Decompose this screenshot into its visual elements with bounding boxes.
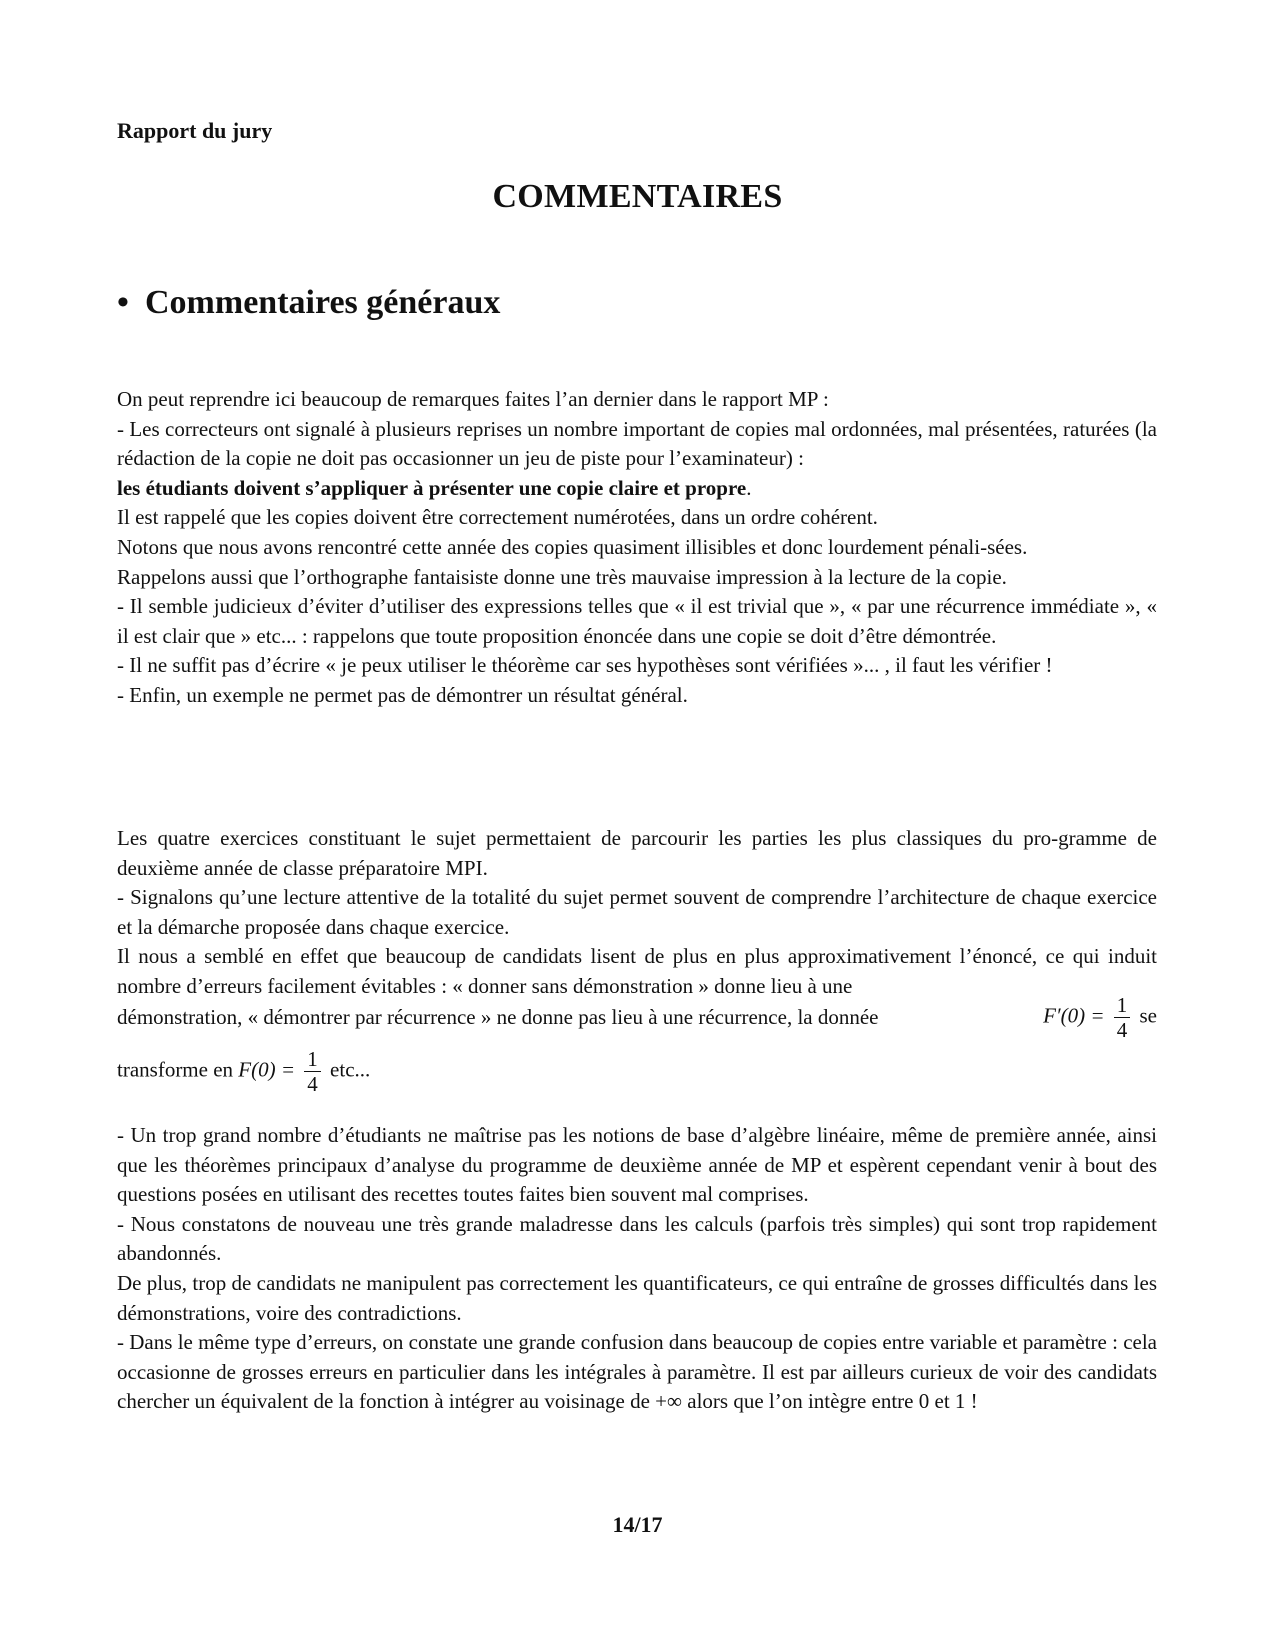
math-line-text: démonstration, « démontrer par récurrence » ne donne pas lieu à une récurrence, la donnée xyxy=(117,1005,879,1029)
fraction-numerator: 1 xyxy=(304,1047,321,1072)
paragraph: Les quatre exercices constituant le sujet permettaient de parcourir les parties les plus classiques du pro-gramme de deuxième année de classe préparatoire MPI. xyxy=(117,826,1157,880)
paragraph: Notons que nous avons rencontré cette année des copies quasiment illisibles et donc lourdement pénali-sées. xyxy=(117,534,1028,559)
paragraph: - Enfin, un exemple ne permet pas de démontrer un résultat général. xyxy=(117,682,688,707)
fraction-numerator: 1 xyxy=(1114,993,1131,1018)
paragraph: Il nous a semblé en effet que beaucoup de candidats lisent de plus en plus approximativement l’énoncé, ce qui induit nombre d’erreurs facilement évitables : « donner sans démonstration » donne lieu à une xyxy=(117,944,1157,998)
bullet-icon: • xyxy=(117,284,129,321)
comments-block-general xyxy=(117,385,1157,711)
paragraph-emphasis xyxy=(117,474,1157,504)
page-title: COMMENTAIRES xyxy=(492,178,783,215)
fraction-denominator: 4 xyxy=(307,1072,318,1096)
paragraph: - Signalons qu’une lecture attentive de la totalité du sujet permet souvent de comprendre l’architecture de chaque exercice et la démarche proposée dans chaque exercice. xyxy=(117,885,1157,939)
formula-expression: F(0) = xyxy=(238,1057,296,1082)
comments-block-errors xyxy=(117,1121,1157,1417)
formula-suffix: etc... xyxy=(330,1057,371,1082)
paragraph: Il est rappelé que les copies doivent être correctement numérotées, dans un ordre cohérent. xyxy=(117,505,878,530)
math-line-text: transforme en xyxy=(117,1057,234,1082)
paragraph: On peut reprendre ici beaucoup de remarques faites l’an dernier dans le rapport MP : xyxy=(117,387,829,411)
page-number: 14/17 xyxy=(612,1512,663,1537)
paragraph: - Les correcteurs ont signalé à plusieurs reprises un nombre important de copies mal ordonnées, mal présentées, raturées (la rédaction de la copie ne doit pas occasionner un jeu de piste pour l’examinateur) : xyxy=(117,416,1157,471)
math-line-value xyxy=(117,1047,1157,1101)
period: . xyxy=(746,475,752,500)
paragraph: - Un trop grand nombre d’étudiants ne maîtrise pas les notions de base d’algèbre linéaire, même de première année, ainsi que les théorèmes principaux d’analyse du programme de deuxième année de MP et espèrent cependant venir à bout des questions posées en utilisant des recettes toutes faites bien souvent mal comprises. xyxy=(117,1123,1157,1207)
section-heading xyxy=(117,284,500,322)
paragraph: De plus, trop de candidats ne manipulent pas correctement les quantificateurs, ce qui entraîne de grosses difficultés dans les démonstrations, voire des contradictions. xyxy=(117,1270,1157,1325)
paragraph: Rappelons aussi que l’orthographe fantaisiste donne une très mauvaise impression à la lecture de la copie. xyxy=(117,564,1007,589)
fraction xyxy=(304,1047,321,1096)
comments-block-exercises xyxy=(117,824,1157,1002)
section-heading-text: Commentaires généraux xyxy=(145,284,501,321)
formula-suffix: se xyxy=(1139,1003,1157,1028)
paragraph: - Dans le même type d’erreurs, on constate une grande confusion dans beaucoup de copies entre variable et paramètre : cela occasionne de grosses erreurs en particulier dans les intégrales à paramètre. Il est par ailleurs curieux de voir des candidats chercher un équivalent de la fonction à intégrer au voisinage de +∞ alors que l’on intègre entre 0 et 1 ! xyxy=(117,1330,1157,1414)
fraction-denominator: 4 xyxy=(1116,1018,1128,1042)
formula xyxy=(1043,993,1157,1042)
report-header-label: Rapport du jury xyxy=(117,118,273,143)
bold-statement: les étudiants doivent s’appliquer à présenter une copie claire et propre xyxy=(117,475,747,500)
paragraph: - Il semble judicieux d’éviter d’utiliser des expressions telles que « il est trivial que », « par une récurrence immédiate », « il est clair que » etc... : rappelons que toute proposition énoncée dans une copie se doit d’être démontrée. xyxy=(117,594,1157,648)
math-line-derivative xyxy=(117,993,1157,1043)
paragraph: - Nous constatons de nouveau une très grande maladresse dans les calculs (parfois très simples) qui sont trop rapidement abandonnés. xyxy=(117,1211,1157,1266)
fraction xyxy=(1114,993,1131,1042)
formula-expression: F′(0) = xyxy=(1043,1003,1105,1028)
paragraph: - Il ne suffit pas d’écrire « je peux utiliser le théorème car ses hypothèses sont vérifiées »... , il faut les vérifier ! xyxy=(117,653,1053,678)
